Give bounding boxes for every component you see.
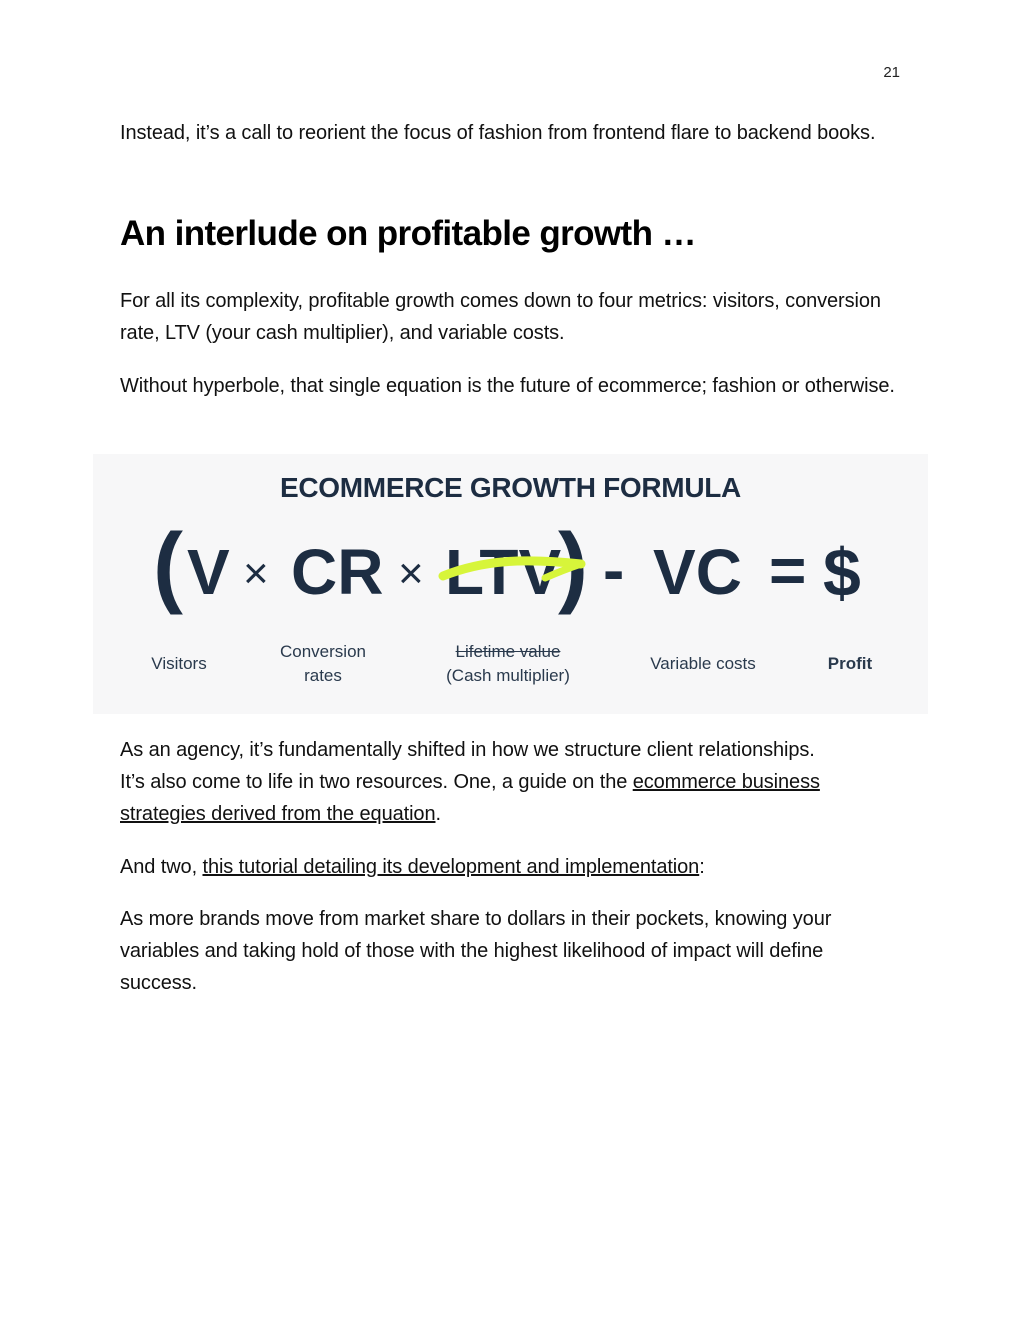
tutorial-paragraph-block	[120, 851, 905, 883]
label-lifetime	[423, 640, 593, 688]
formula-profit: $	[823, 535, 861, 611]
intro-paragraph-block	[120, 117, 905, 149]
tutorial-link[interactable]: this tutorial detailing its development and implementation	[202, 856, 700, 878]
label-conversion-line-1: Conversion	[280, 642, 366, 661]
section-heading: An interlude on profitable growth …	[120, 214, 696, 253]
closing-paragraph-block	[120, 903, 905, 999]
tutorial-paragraph-text: And two,	[120, 856, 203, 878]
agency-paragraph-block	[120, 734, 820, 830]
formula-minus: -	[603, 534, 625, 606]
formula-equals: =	[769, 534, 807, 606]
agency-paragraph	[120, 734, 820, 830]
tutorial-paragraph	[120, 851, 905, 883]
page-number: 21	[883, 64, 900, 81]
formula-variable-costs: VC	[653, 536, 742, 608]
formula-lifetime-value: LTV	[445, 536, 562, 608]
label-variable-costs: Variable costs	[650, 654, 756, 673]
agency-paragraph-end: .	[435, 803, 441, 825]
formula-open-paren: (	[153, 518, 183, 616]
label-conversion-line-2: rates	[304, 666, 342, 685]
label-profit: Profit	[827, 654, 873, 673]
formula-times-2: ×	[398, 549, 424, 598]
section-paragraph-2-block	[120, 370, 905, 402]
label-conversion	[263, 640, 383, 688]
formula-equation	[93, 518, 928, 618]
label-lifetime-value-struck: Lifetime value	[455, 642, 561, 661]
agency-paragraph-text: As an agency, it’s fundamentally shifted in how we structure client relationships. It’s also come to life in two resources. One, a guide on the	[120, 739, 815, 793]
strategies-guide-link[interactable]: ecommerce business strategies derived from the equation	[120, 771, 820, 825]
formula-conversion-rate: CR	[291, 536, 384, 608]
intro-paragraph: Instead, it’s a call to reorient the focus of fashion from frontend flare to backend books.	[120, 122, 876, 144]
label-cash-multiplier: (Cash multiplier)	[446, 666, 570, 685]
figure-title: ECOMMERCE GROWTH FORMULA	[280, 472, 741, 503]
formula-visitors: V	[187, 536, 230, 608]
section-paragraph-1: For all its complexity, profitable growth comes down to four metrics: visitors, conversion rate, LTV (your cash multiplier), and variable costs.	[120, 290, 881, 344]
label-visitors: Visitors	[151, 654, 207, 673]
formula-close-paren: )	[558, 518, 588, 616]
section-paragraph-1-block	[120, 285, 905, 349]
growth-formula-figure	[93, 454, 928, 714]
formula-times-1: ×	[243, 549, 269, 598]
formula-labels	[93, 634, 928, 704]
closing-paragraph: As more brands move from market share to dollars in their pockets, knowing your variables and taking hold of those with the highest likelihood of impact will define success.	[120, 908, 832, 994]
section-paragraph-2: Without hyperbole, that single equation is the future of ecommerce; fashion or otherwise.	[120, 375, 895, 397]
section-heading-block	[120, 212, 905, 256]
tutorial-paragraph-end: :	[699, 856, 705, 878]
